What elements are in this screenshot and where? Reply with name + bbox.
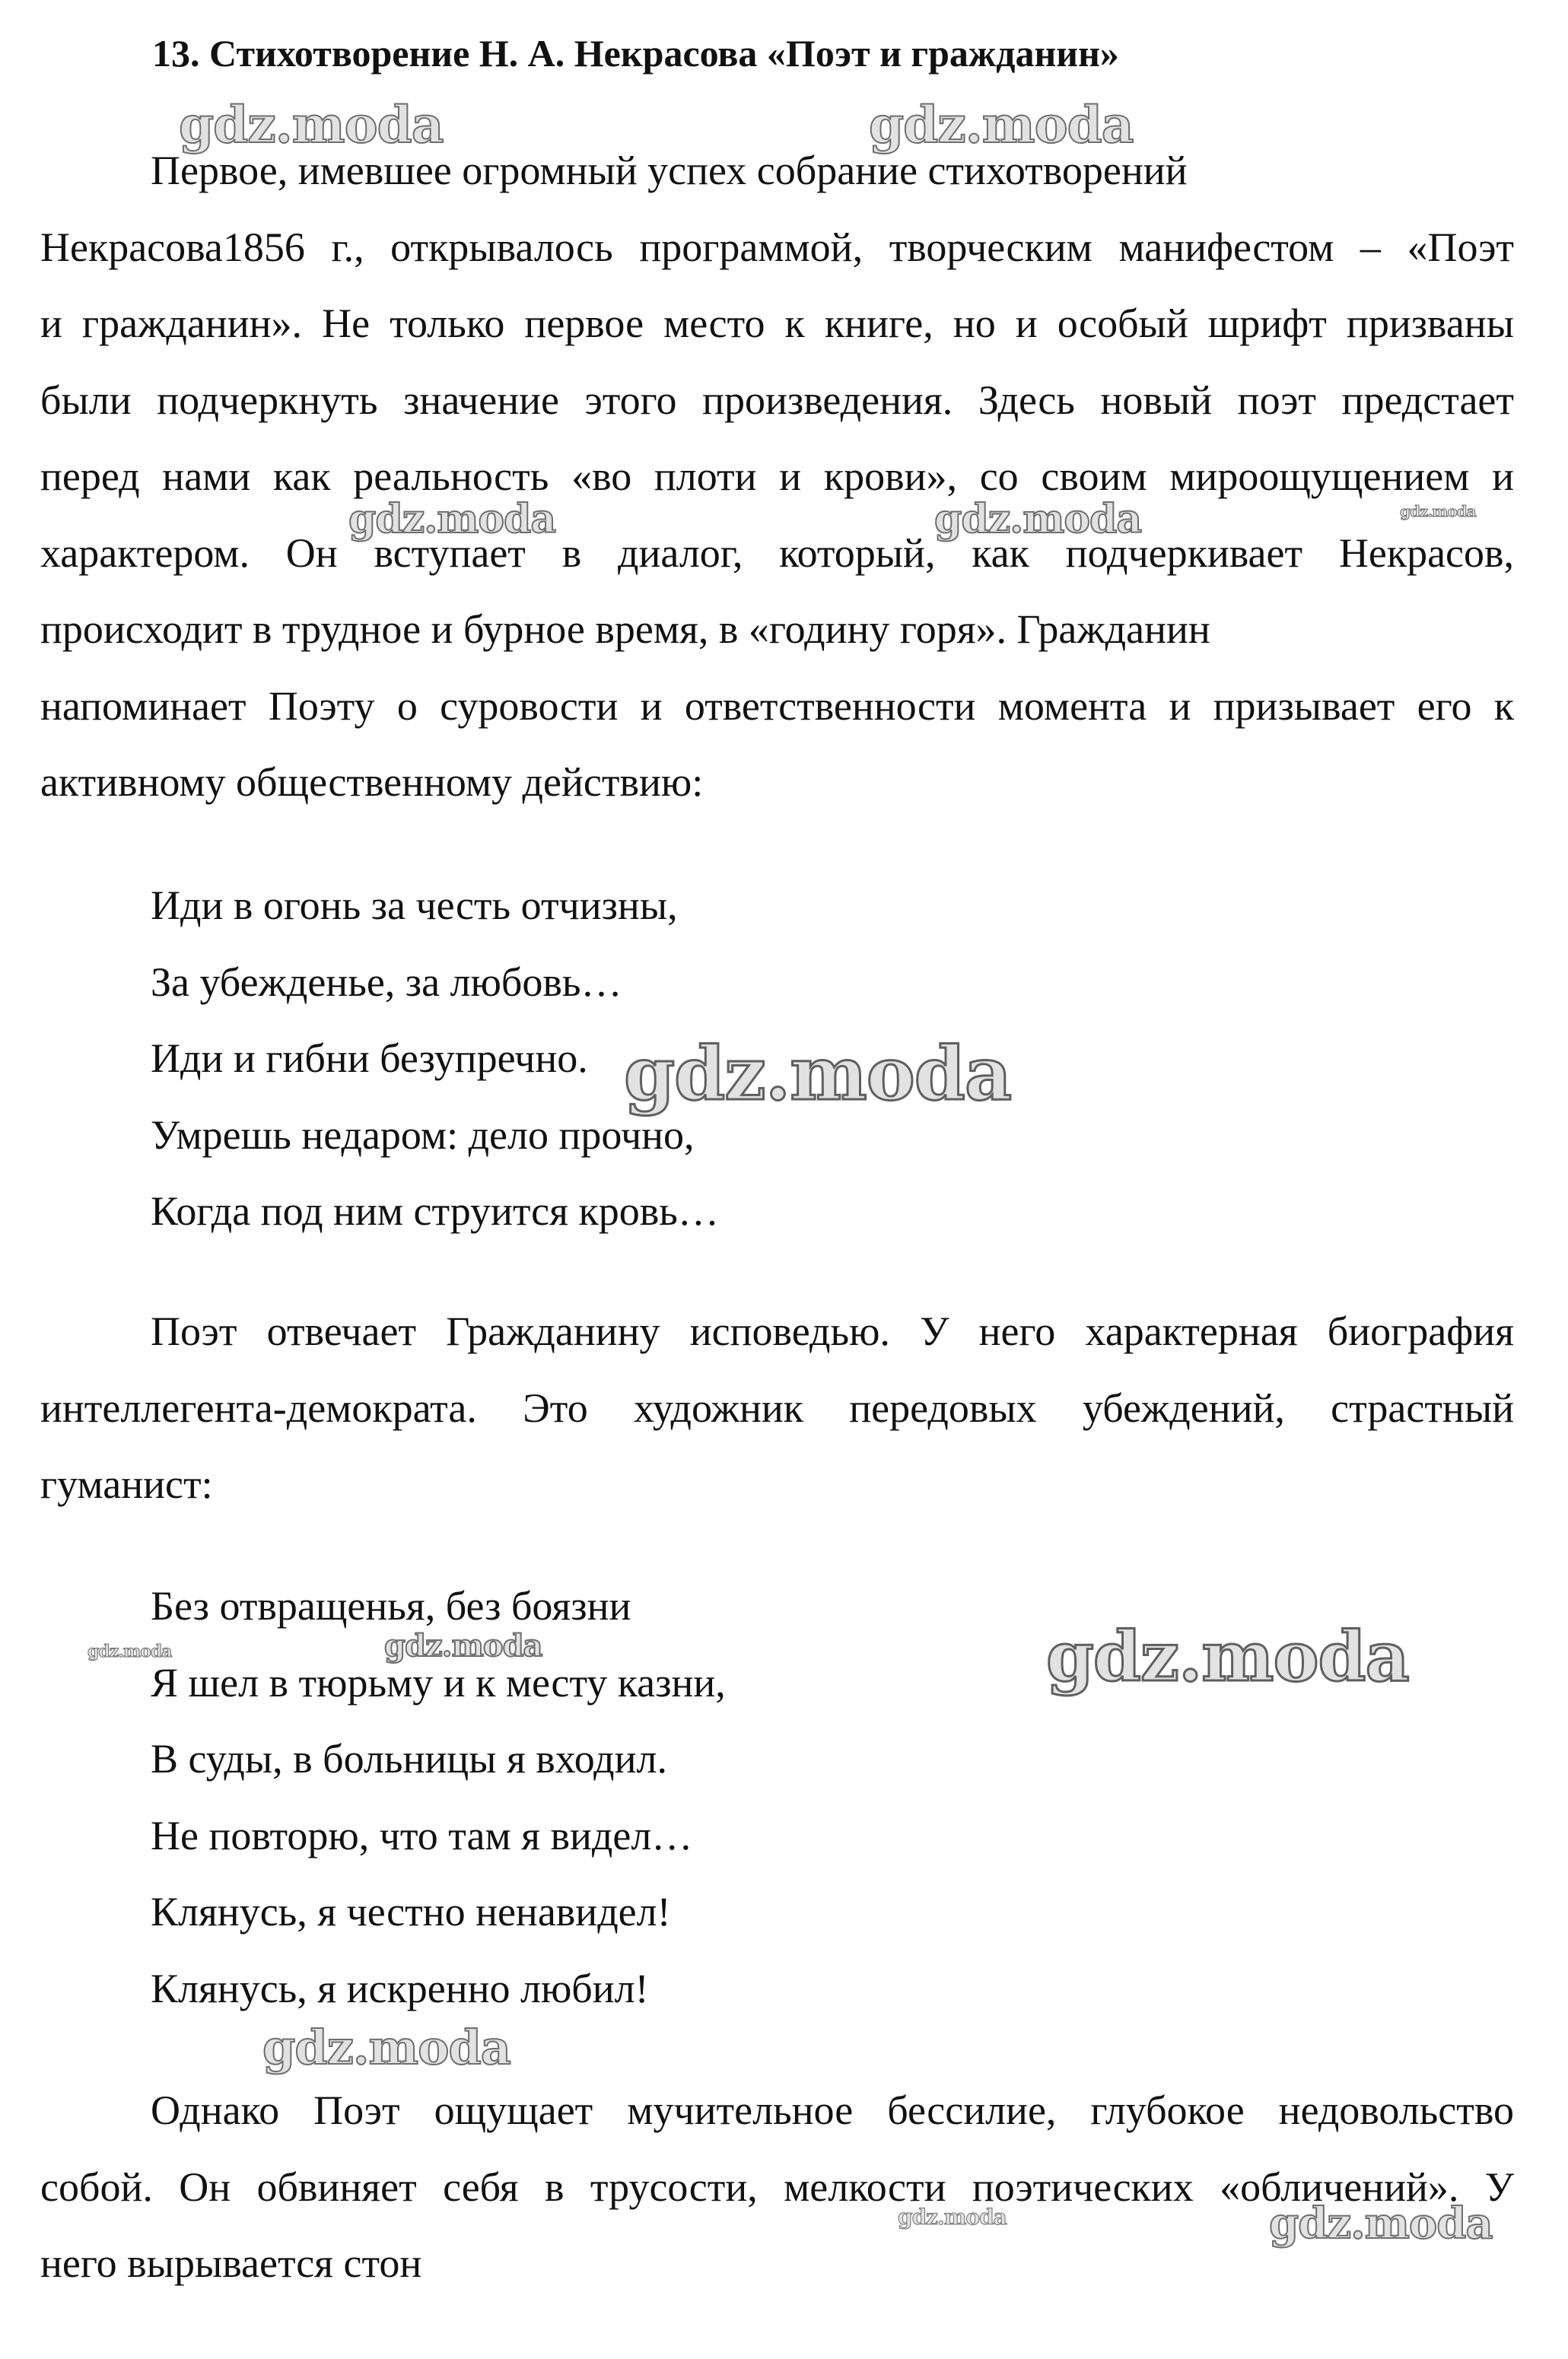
- text-line: Некрасова1856 г., открывалось программой, творческим манифестом – «Поэт: [40, 224, 1514, 270]
- poem-line: Клянусь, я честно ненавидел!: [151, 1889, 671, 1935]
- text-line: напоминает Поэту о суровости и ответственности момента и призывает его к: [40, 682, 1514, 729]
- poem-line: Не повторю, что там я видел…: [151, 1812, 693, 1858]
- text-line: происходит в трудное и бурное время, в «годину горя». Гражданин: [40, 606, 1210, 652]
- paragraph-3: [40, 2072, 1514, 2302]
- watermark: gdz.moda: [87, 1642, 172, 1661]
- poem-line: Клянусь, я искренно любил!: [151, 1965, 649, 2011]
- poem-line: Я шел в тюрьму и к месту казни,: [151, 1659, 726, 1706]
- poem-line: Когда под ним струится кровь…: [151, 1188, 719, 1234]
- text-line: него вырывается стон: [40, 2240, 422, 2286]
- paragraph-2: [40, 1293, 1514, 1523]
- watermark: gdz.moda: [624, 1031, 1012, 1117]
- watermark: gdz.moda: [262, 2020, 510, 2075]
- text-line: собой. Он обвиняет себя в трусости, мелкости поэтических «обличений». У: [40, 2163, 1514, 2210]
- poem-line: Иди и гибни безупречно.: [151, 1035, 588, 1081]
- page-title: 13. Стихотворение Н. А. Некрасова «Поэт и гражданин»: [152, 32, 1119, 75]
- text-line: интеллегента-демократа. Это художник передовых убеждений, страстный: [40, 1385, 1514, 1431]
- watermark: gdz.moda: [348, 496, 556, 542]
- text-line: перед нами как реальность «во плоти и крови», со своим мироощущением и: [40, 453, 1514, 499]
- poem-line: Умрешь недаром: дело прочно,: [151, 1111, 695, 1158]
- paragraph-1: [40, 132, 1514, 821]
- watermark: gdz.moda: [1046, 1617, 1409, 1697]
- watermark: gdz.moda: [1269, 2198, 1493, 2249]
- text-line: были подчеркнуть значение этого произведения. Здесь новый поэт предстает: [40, 377, 1514, 423]
- watermark: gdz.moda: [898, 2205, 1007, 2230]
- text-line: активному общественному действию:: [40, 759, 704, 805]
- poem-line: За убежденье, за любовь…: [151, 959, 622, 1005]
- watermark: gdz.moda: [1400, 502, 1476, 520]
- poem-line: Иди в огонь за честь отчизны,: [151, 882, 678, 928]
- text-line: Первое, имевшее огромный успех собрание стихотворений: [151, 148, 1188, 193]
- watermark: gdz.moda: [384, 1628, 542, 1664]
- watermark: gdz.moda: [869, 95, 1134, 154]
- text-line: характером. Он вступает в диалог, который, как подчеркивает Некрасов,: [40, 529, 1514, 576]
- text-line: гуманист:: [40, 1461, 213, 1507]
- poem-line: Без отвращенья, без боязни: [151, 1583, 631, 1629]
- text-line: и гражданин». Не только первое место к книге, но и особый шрифт призваны: [40, 300, 1514, 346]
- watermark: gdz.moda: [934, 496, 1142, 542]
- poem-line: В суды, в больницы я входил.: [151, 1736, 667, 1782]
- watermark: gdz.moda: [179, 95, 444, 154]
- text-line: Поэт отвечает Гражданину исповедью. У него характерная биография: [151, 1308, 1514, 1354]
- text-line: Однако Поэт ощущает мучительное бессилие, глубокое недовольство: [151, 2087, 1514, 2133]
